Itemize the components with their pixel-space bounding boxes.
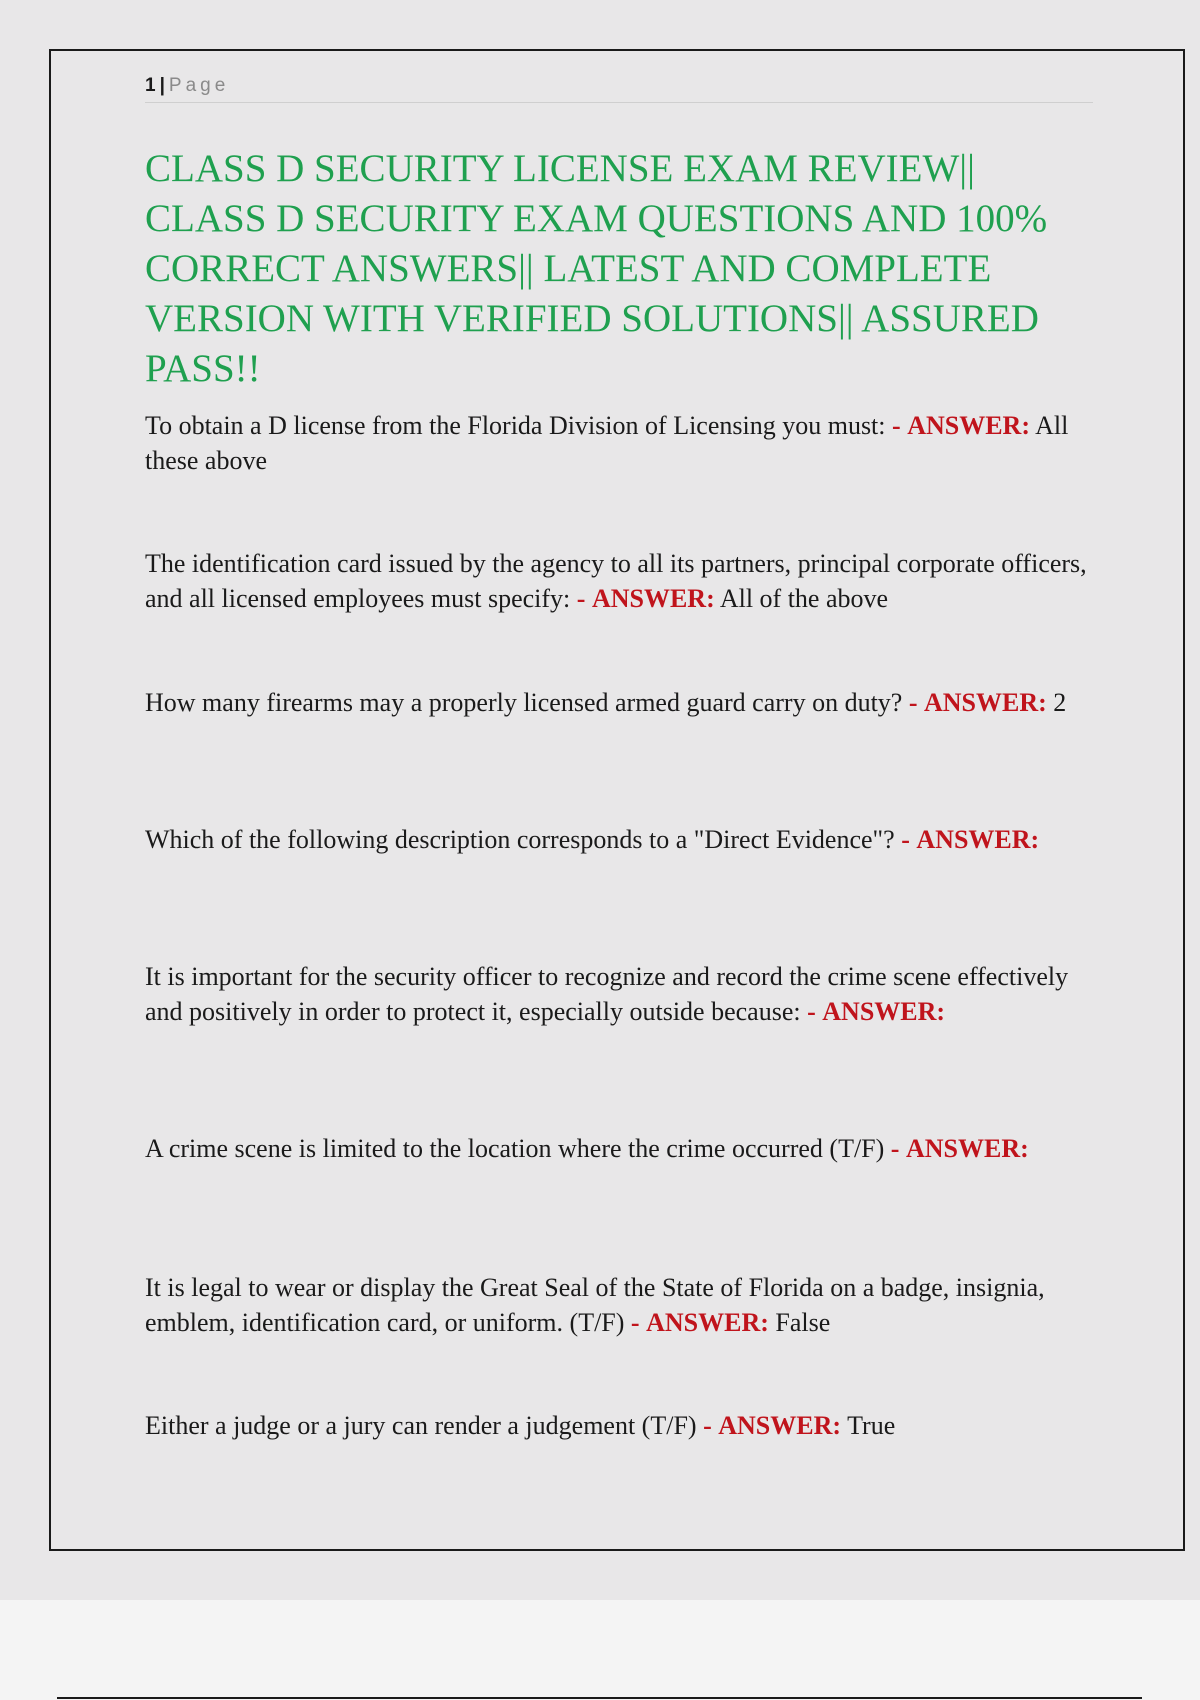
answer-separator: - xyxy=(630,1308,640,1337)
answer-text: False xyxy=(775,1308,831,1337)
answer-label: ANSWER: xyxy=(924,688,1047,717)
answer-label: ANSWER: xyxy=(907,411,1030,440)
page-number: 1 xyxy=(145,75,156,96)
qa-item-4 xyxy=(145,822,1095,857)
answer-separator: - xyxy=(703,1411,712,1440)
answer-label: ANSWER: xyxy=(905,1134,1029,1163)
answer-label: ANSWER: xyxy=(591,584,715,613)
qa-item-5 xyxy=(145,959,1095,1029)
answer-separator: - xyxy=(901,825,910,854)
qa-item-1 xyxy=(145,408,1095,478)
answer-label: ANSWER: xyxy=(916,825,1040,854)
question-text: Which of the following description corresponds to a "Direct Evidence"? xyxy=(145,825,895,854)
answer-text: True xyxy=(847,1411,896,1440)
answer-separator: - xyxy=(890,1134,900,1163)
question-text: It is important for the security officer to recognize and record the crime scene effectively and positively in order to protect it, especially outside because: xyxy=(145,962,1069,1026)
page-header-separator: | xyxy=(159,75,165,96)
answer-text: All these above xyxy=(145,411,1069,475)
page-header xyxy=(145,74,1093,103)
question-text: A crime scene is limited to the location where the crime occurred (T/F) xyxy=(145,1134,885,1163)
next-page-rule xyxy=(57,1697,1142,1699)
qa-item-6 xyxy=(145,1131,1095,1166)
question-text: To obtain a D license from the Florida Division of Licensing you must: xyxy=(145,411,886,440)
qa-item-2 xyxy=(145,546,1095,616)
question-text: It is legal to wear or display the Great Seal of the State of Florida on a badge, insignia, emblem, identification card, or uniform. (T/F) xyxy=(145,1273,1045,1337)
page-word: Page xyxy=(168,75,230,96)
answer-label: ANSWER: xyxy=(646,1308,769,1337)
answer-separator: - xyxy=(807,997,816,1026)
answer-label: ANSWER: xyxy=(718,1411,842,1440)
question-text: How many firearms may a properly licensed armed guard carry on duty? xyxy=(145,688,903,717)
question-text: The identification card issued by the agency to all its partners, principal corporate officers, and all licensed employees must specify: xyxy=(145,549,1087,613)
qa-item-7 xyxy=(145,1270,1095,1340)
answer-separator: - xyxy=(576,584,586,613)
answer-label: ANSWER: xyxy=(822,997,946,1026)
qa-item-8 xyxy=(145,1408,1095,1443)
answer-separator: - xyxy=(908,688,918,717)
answer-separator: - xyxy=(892,411,901,440)
answer-text: All of the above xyxy=(719,584,889,613)
qa-item-3 xyxy=(145,685,1095,720)
answer-text: 2 xyxy=(1053,688,1067,717)
document-title: CLASS D SECURITY LICENSE EXAM REVIEW|| CLASS D SECURITY EXAM QUESTIONS AND 100% CORRECT ANSWERS|| LATEST AND COMPLETE VERSION WITH VERIFIED SOLUTIONS|| ASSURED PASS!! xyxy=(145,147,1048,390)
question-text: Either a judge or a jury can render a judgement (T/F) xyxy=(145,1411,697,1440)
